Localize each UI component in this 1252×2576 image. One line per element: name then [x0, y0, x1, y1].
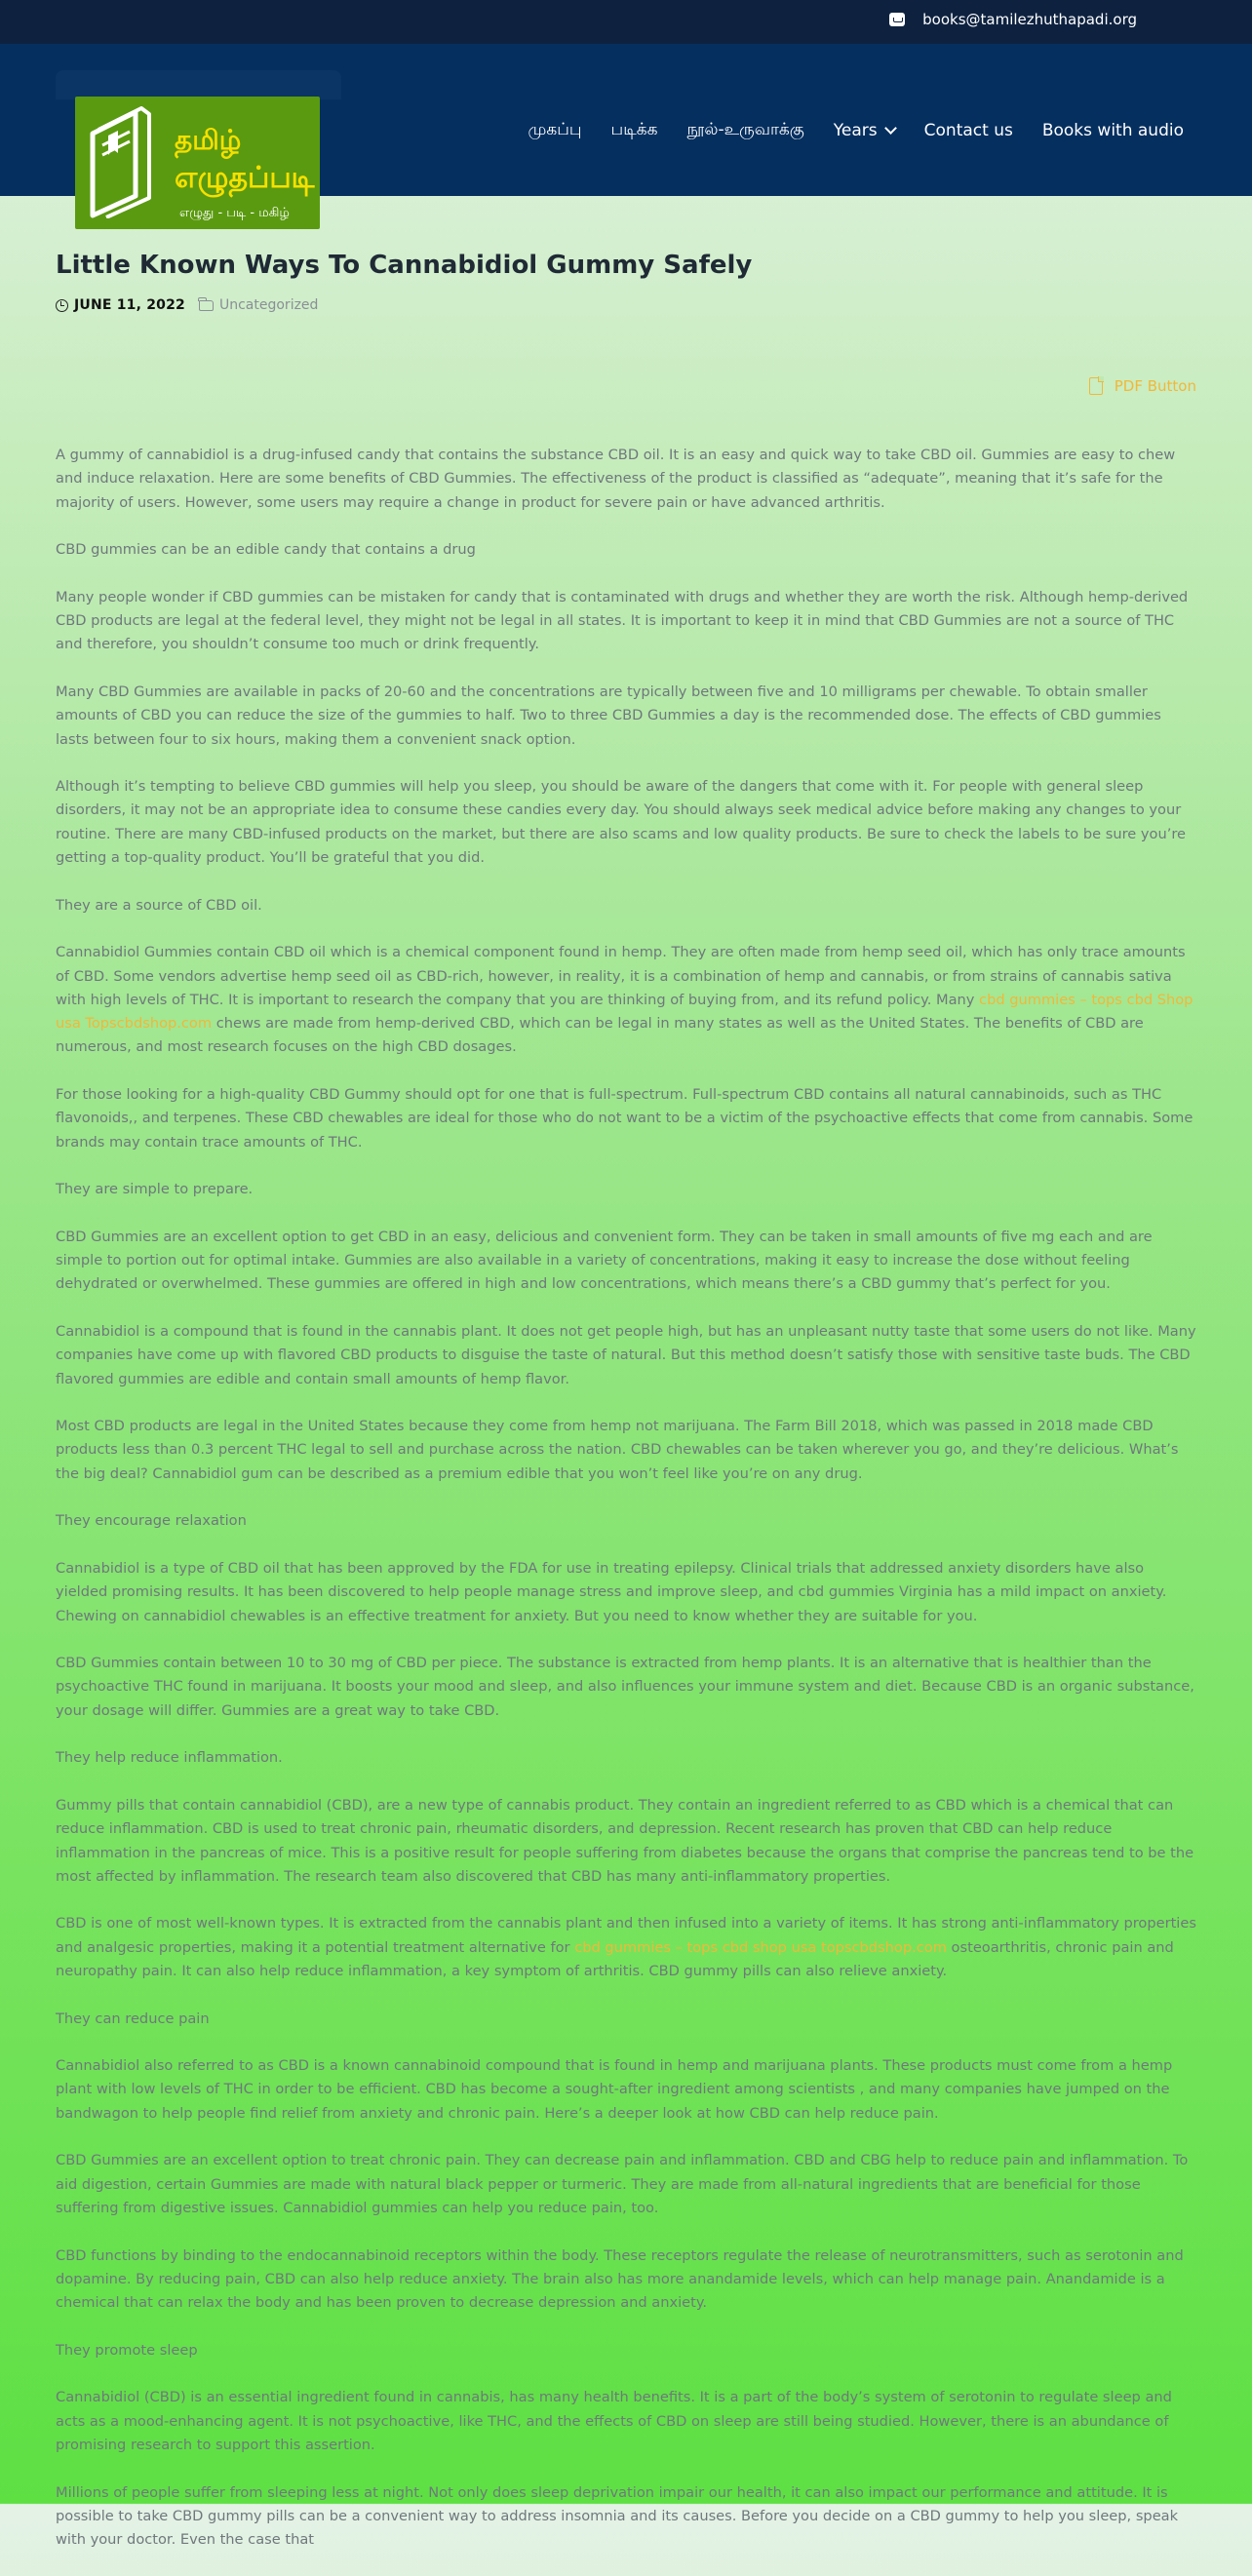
folder-icon [199, 300, 214, 311]
paragraph-text: Cannabidiol Gummies contain CBD oil which is a chemical component found in hemp. They are often made from hemp seed oil, which has only trace amounts of CBD. Some vendors advertise hemp seed oil as CBD-rich, however, in reality, it is a combination of hemp and cannabis, or from strains of cannabis sativa with high levels of THC. It is important to research the company that you are thinking of buying from, and its refund policy. Many [56, 944, 1186, 1008]
paragraph-text: osteoarthritis, chronic pain and neuropathy pain. It can also help reduce inflammation, a key symptom of arthritis. CBD gummy pills can also relieve anxiety. [56, 1938, 1174, 1979]
paragraph: Most CBD products are legal in the United States because they come from hemp not marijuana. The Farm Bill 2018, which was passed in 2018 made CBD products less than 0.3 percent THC legal to sell and purchase across the nation. CBD chewables can be taken wherever you go, and they’re delicious. What’s the big deal? Cannabidiol gum can be described as a premium edible that you won’t feel like you’re on any drug. [56, 1418, 1179, 1482]
section-heading: They encourage relaxation [56, 1512, 247, 1530]
paragraph-text: chews are made from hemp-derived CBD, which can be legal in many states as well as the United States. The benefits of CBD are numerous, and most research focuses on the high CBD dosages. [56, 1015, 1144, 1056]
paragraph-text: CBD is one of most well-known types. It is extracted from the cannabis plant and then infused into a variety of items. It has strong anti-inflammatory properties and analgesic properties, making it a potential treatment alternative for [56, 1915, 1196, 1956]
pdf-file-icon [1089, 377, 1103, 395]
section-heading: They promote sleep [56, 2341, 198, 2359]
post-title: Little Known Ways To Cannabidiol Gummy Safely [56, 251, 753, 280]
logo-title-line2: எழுதப்படி [175, 161, 315, 195]
site-logo[interactable] [75, 97, 320, 229]
pdf-button-label: PDF Button [1114, 377, 1196, 395]
nav-item-read[interactable]: படிக்க [610, 120, 658, 139]
nav-item-home[interactable]: முகப்பு [528, 120, 582, 139]
nav-item-contact[interactable]: Contact us [923, 121, 1013, 140]
paragraph: Cannabidiol is a type of CBD oil that has been approved by the FDA for use in treating epilepsy. Clinical trials that addressed anxiety disorders have also yielded promising results. It has been discovered to help people manage stress and improve sleep, and cbd gummies Virginia has a mild impact on anxiety. Chewing on cannabidiol chewables is an effective treatment for anxiety. But you need to know whether they are suitable for you. [56, 1559, 1167, 1624]
logo-title-line1: தமிழ் [175, 124, 242, 156]
email-link[interactable] [889, 11, 1137, 28]
paragraph: Cannabidiol also referred to as CBD is a known cannabinoid compound that is found in hemp and marijuana plants. These products must come from a hemp plant with low levels of THC in order to be efficient. CBD has become a sought-after ingredient among scientists , and many companies have jumped on the bandwagon to help people find relief from anxiety and chronic pain. Here’s a deeper look at how CBD can help reduce pain. [56, 2057, 1173, 2122]
product-link[interactable]: cbd gummies – tops cbd Shop usa Topscbdshop.com [56, 991, 1193, 1033]
section-heading: They are simple to prepare. [56, 1181, 254, 1198]
pdf-button[interactable] [1089, 377, 1196, 395]
paragraph: Many people wonder if CBD gummies can be mistaken for candy that is contaminated with drugs and whether they are worth the risk. Although hemp-derived CBD products are legal at the federal level, they might not be legal in all states. It is important to keep it in mind that CBD Gummies are not a source of THC and therefore, you shouldn’t consume too much or drink frequently. [56, 588, 1189, 653]
book-icon [87, 106, 155, 218]
paragraph [56, 1912, 1196, 1983]
paragraph: Cannabidiol is a compound that is found in the cannabis plant. It does not get people high, but has an unpleasant nutty taste that some users do not like. Many companies have come up with flavored CBD products to disguise the taste of natural. But this method doesn’t satisfy those with sensitive taste buds. The CBD flavored gummies are edible and contain small amounts of hemp flavor. [56, 1322, 1196, 1387]
product-link[interactable]: cbd gummies – tops cbd shop usa topscbdshop.com [574, 1938, 947, 1956]
nav-item-audio-books[interactable]: Books with audio [1041, 121, 1184, 140]
section-heading: They are a source of CBD oil. [56, 896, 262, 914]
email-text[interactable]: books@tamilezhuthapadi.org [922, 11, 1137, 28]
paragraph [56, 941, 1196, 1059]
chevron-down-icon [884, 122, 897, 135]
top-bar [0, 0, 1252, 44]
paragraph: For those looking for a high-quality CBD Gummy should opt for one that is full-spectrum. Full-spectrum CBD contains all natural cannabinoids, such as THC flavonoids,, and terpenes. These CBD chewables are ideal for those who do not want to be a victim of the psychoactive effects that come from cannabis. Some brands may contain trace amounts of THC. [56, 1086, 1193, 1151]
nav-item-years[interactable] [834, 121, 895, 140]
nav-item-years-label: Years [833, 121, 878, 140]
logo-tab [56, 70, 341, 99]
paragraph: Cannabidiol (CBD) is an essential ingredient found in cannabis, has many health benefits. It is a part of the body’s system of serotonin to regulate sleep and acts as a mood-enhancing agent. It is not psychoactive, like THC, and the effects of CBD on sleep are still being studied. However, there is an abundance of promising research to support this assertion. [56, 2389, 1172, 2453]
post-category[interactable]: Uncategorized [218, 297, 319, 313]
paragraph: CBD Gummies are an excellent option to get CBD in an easy, delicious and convenient form. They can be taken in small amounts of five mg each and are simple to portion out for optimal intake. Gummies are also available in a variety of concentrations, making it easy to increase the dose without feeling dehydrated or overwhelmed. These gummies are offered in high and low concentrations, which means there’s a CBD gummy that’s perfect for you. [56, 1228, 1153, 1293]
section-heading: CBD gummies can be an edible candy that contains a drug [56, 541, 476, 559]
nav-item-create-book[interactable]: நூல்-உருவாக்கு [686, 120, 804, 139]
main-nav [528, 120, 1184, 141]
logo-tagline: எழுது - படி - மகிழ் [179, 206, 290, 220]
section-heading: They help reduce inflammation. [56, 1749, 283, 1767]
paragraph: Although it’s tempting to believe CBD gummies will help you sleep, you should be aware of the dangers that come with it. For people with general sleep disorders, it may not be an appropriate idea to consume these candies every day. You should always seek medical advice before making any changes to your routine. There are many CBD-infused products on the market, but there are also scams and low quality products. Be sure to check the labels to be sure you’re getting a top-quality product. You’ll be grateful that you did. [56, 778, 1187, 867]
paragraph: Gummy pills that contain cannabidiol (CBD), are a new type of cannabis product. They contain an ingredient referred to as CBD which is a chemical that can reduce inflammation. CBD is used to treat chronic pain, rheumatic disorders, and depression. Recent research has proven that CBD can help reduce inflammation in the pancreas of mice. This is a positive result for people suffering from diabetes because the organs that comprise the pancreas tend to be the most affected by inflammation. The research team also discovered that CBD has many anti-inflammatory properties. [56, 1796, 1194, 1885]
paragraph: CBD functions by binding to the endocannabinoid receptors within the body. These receptors regulate the release of neurotransmitters, such as serotonin and dopamine. By reducing pain, CBD can also help reduce anxiety. The brain also has more anandamide levels, which can help manage pain. Anandamide is a chemical that can relax the body and has been proven to decrease depression and anxiety. [56, 2246, 1184, 2312]
paragraph: CBD Gummies are an excellent option to treat chronic pain. They can decrease pain and inflammation. CBD and CBG help to reduce pain and inflammation. To aid digestion, certain Gummies are made with natural black pepper or turmeric. They are made from all-natural ingredients that are beneficial for those suffering from digestive issues. Cannabidiol gummies can help you reduce pain, too. [56, 2152, 1189, 2216]
section-heading: They can reduce pain [56, 2010, 210, 2027]
site-header [0, 44, 1252, 220]
paragraph: Millions of people suffer from sleeping less at night. Not only does sleep deprivation impair our health, it can also impact our performance and attitude. It is possible to take CBD gummy pills can be a convenient way to address insomnia and its causes. Before you decide on a CBD gummy to help you sleep, speak with your doctor. Even the case that [56, 2483, 1179, 2549]
post-date[interactable]: JUNE 11, 2022 [74, 297, 185, 313]
paragraph: Many CBD Gummies are available in packs of 20-60 and the concentrations are typically between five and 10 milligrams per chewable. To obtain smaller amounts of CBD you can reduce the size of the gummies to half. Two to three CBD Gummies a day is the recommended dose. The effects of CBD gummies lasts between four to six hours, making them a convenient snack option. [56, 683, 1161, 748]
clock-icon [56, 299, 68, 312]
paragraph: A gummy of cannabidiol is a drug-infused candy that contains the substance CBD oil. It is an easy and quick way to take CBD oil. Gummies are easy to chew and induce relaxation. Here are some benefits of CBD Gummies. The effectiveness of the product is classified as “adequate”, meaning that it’s safe for the majority of users. However, some users may require a change in product for severe pain or have advanced arthritis. [56, 447, 1176, 511]
post-meta [56, 297, 318, 313]
article-body [56, 444, 1196, 2576]
paragraph: CBD Gummies contain between 10 to 30 mg of CBD per piece. The substance is extracted from hemp plants. It is an alternative that is healthier than the psychoactive THC found in marijuana. It boosts your mood and sleep, and also influences your immune system and diet. Because CBD is an organic substance, your dosage will differ. Gummies are a great way to take CBD. [56, 1655, 1194, 1719]
mail-icon [889, 13, 905, 26]
